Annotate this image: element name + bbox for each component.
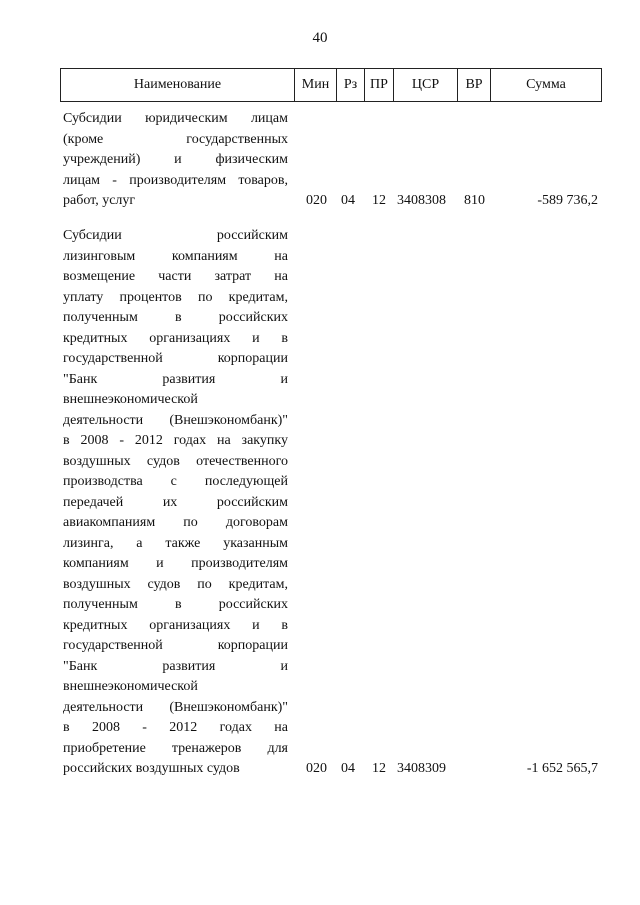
- name-line: государственной корпорации: [63, 638, 288, 653]
- row-1-rz: 04: [341, 193, 355, 208]
- name-line: российских воздушных судов: [63, 761, 240, 776]
- name-line: приобретение тренажеров для: [63, 740, 288, 756]
- name-line: кредитных организациях и в: [63, 617, 288, 633]
- header-vr: ВР: [458, 69, 491, 101]
- name-line: "Банк развития и: [63, 371, 288, 387]
- name-line: воздушных судов отечественного: [63, 453, 288, 469]
- header-sum: Сумма: [526, 77, 566, 92]
- row-1-pr: 12: [372, 193, 386, 208]
- header-min: Мин: [295, 69, 337, 101]
- page-number: 40: [312, 30, 328, 46]
- row-2-pr: 12: [372, 761, 386, 776]
- header-rz: Рз: [337, 69, 365, 101]
- row-2-rz: 04: [341, 761, 355, 776]
- name-line: полученным в российских: [63, 310, 288, 325]
- name-line: кредитных организациях и в: [63, 330, 288, 346]
- name-line: воздушных судов по кредитам,: [63, 576, 288, 592]
- name-line: деятельности (Внешэкономбанк)": [63, 412, 288, 428]
- name-line: производства с последующей: [63, 474, 288, 489]
- row-1-min: 020: [306, 193, 327, 208]
- name-line: Субсидии юридическим лицам: [63, 111, 288, 126]
- header-name: Наименование: [61, 69, 295, 101]
- row-1-vr: 810: [464, 193, 485, 208]
- row-2-min: 020: [306, 761, 327, 776]
- name-line: уплату процентов по кредитам,: [63, 289, 288, 305]
- header-csr: ЦСР: [394, 69, 458, 101]
- name-line: компаниям и производителям: [63, 556, 288, 571]
- row-2-sum: -1 652 565,7: [526, 761, 598, 776]
- table-row-1-name: [63, 109, 288, 212]
- row-1-csr: 3408308: [397, 193, 446, 208]
- name-line: работ, услуг: [63, 193, 136, 208]
- name-line: деятельности (Внешэкономбанк)": [63, 699, 288, 715]
- name-line: учреждений) и физическим: [63, 152, 288, 167]
- table-header: [60, 68, 602, 102]
- name-line: в 2008 - 2012 годах на закупку: [63, 433, 288, 448]
- row-2-csr: 3408309: [397, 761, 446, 776]
- name-line: полученным в российских: [63, 597, 288, 612]
- table-row-2-name: [63, 226, 288, 780]
- name-line: внешнеэкономической: [63, 392, 198, 407]
- name-line: внешнеэкономической: [63, 679, 198, 694]
- name-line: авиакомпаниям по договорам: [63, 515, 288, 530]
- name-line: лизинга, а также указанным: [63, 535, 288, 551]
- row-1-sum: -589 736,2: [537, 193, 598, 208]
- name-line: в 2008 - 2012 годах на: [63, 720, 288, 735]
- header-pr: ПР: [365, 69, 394, 101]
- name-line: лицам - производителям товаров,: [63, 172, 288, 188]
- name-line: передачей их российским: [63, 494, 288, 510]
- name-line: возмещение части затрат на: [63, 269, 288, 284]
- name-line: Субсидии российским: [63, 228, 288, 243]
- name-line: (кроме государственных: [63, 131, 288, 147]
- name-line: государственной корпорации: [63, 351, 288, 366]
- name-line: "Банк развития и: [63, 658, 288, 674]
- name-line: лизинговым компаниям на: [63, 248, 288, 264]
